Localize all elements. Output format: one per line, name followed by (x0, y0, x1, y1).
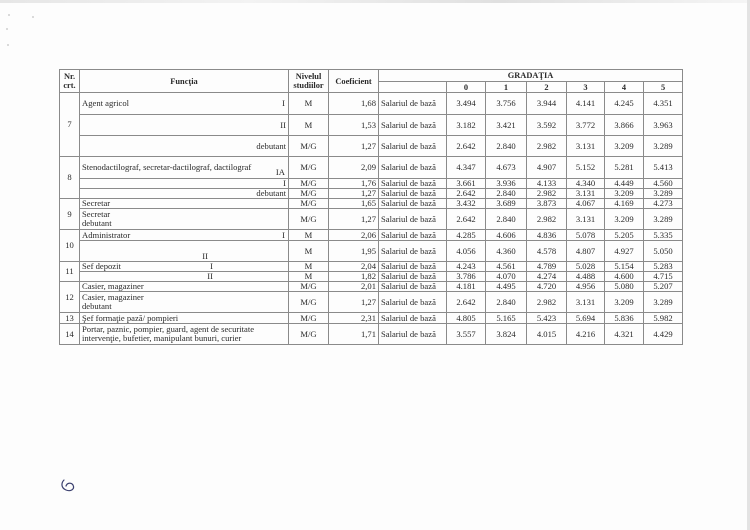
coef-cell: 2,31 (329, 313, 379, 324)
table-row (60, 209, 683, 230)
value-cell: 3.289 (644, 136, 683, 157)
header-nr: Nr. crt. (60, 70, 80, 93)
function-cell: Portar, paznic, pompier, guard, agent de securitate intervenţie, bufetier, manipulant bunuri, curier (80, 324, 289, 345)
value-cell: 4.133 (527, 179, 567, 189)
function-cell: Administrator I (80, 230, 289, 241)
value-cell: 4.285 (447, 230, 486, 241)
value-cell: 4.927 (605, 241, 644, 262)
value-cell: 3.592 (527, 115, 567, 136)
coef-cell: 1,65 (329, 199, 379, 209)
level-cell: M/G (289, 179, 329, 189)
function-cell: Secretar debutant (80, 209, 289, 230)
coef-cell: 1,53 (329, 115, 379, 136)
coef-cell: 1,27 (329, 136, 379, 157)
level-cell: M (289, 241, 329, 262)
value-cell: 3.772 (567, 115, 605, 136)
value-cell: 4.347 (447, 157, 486, 179)
salary-label: Salariul de bază (379, 230, 447, 241)
header-grade-1: 1 (486, 82, 527, 93)
value-cell: 4.216 (567, 324, 605, 345)
value-cell: 2.840 (486, 292, 527, 313)
value-cell: 4.720 (527, 282, 567, 292)
value-cell: 4.561 (486, 262, 527, 272)
scan-top-edge (0, 0, 750, 3)
value-cell: 4.141 (567, 93, 605, 115)
value-cell: 2.642 (447, 209, 486, 230)
value-cell: 2.642 (447, 189, 486, 199)
table-row (60, 272, 683, 282)
value-cell: 5.154 (605, 262, 644, 272)
value-cell: 3.824 (486, 324, 527, 345)
row-number: 11 (60, 262, 80, 282)
salary-table (59, 69, 683, 345)
coef-cell: 1,27 (329, 292, 379, 313)
value-cell: 4.449 (605, 179, 644, 189)
header-grade-3: 3 (567, 82, 605, 93)
value-cell: 3.661 (447, 179, 486, 189)
function-cell: II (80, 115, 289, 136)
coef-cell: 1,76 (329, 179, 379, 189)
row-number: 7 (60, 93, 80, 157)
coef-cell: 1,27 (329, 209, 379, 230)
level-cell: M/G (289, 324, 329, 345)
value-cell: 3.209 (605, 292, 644, 313)
value-cell: 4.805 (447, 313, 486, 324)
value-cell: 5.413 (644, 157, 683, 179)
value-cell: 4.807 (567, 241, 605, 262)
salary-label: Salariul de bază (379, 272, 447, 282)
function-cell: debutant (80, 189, 289, 199)
function-cell: Sef depozit I (80, 262, 289, 272)
level-cell: M/G (289, 189, 329, 199)
value-cell: 2.982 (527, 209, 567, 230)
value-cell: 5.283 (644, 262, 683, 272)
scan-speck (7, 44, 9, 46)
value-cell: 2.982 (527, 189, 567, 199)
value-cell: 4.274 (527, 272, 567, 282)
value-cell: 3.756 (486, 93, 527, 115)
value-cell: 3.289 (644, 189, 683, 199)
level-cell: M/G (289, 199, 329, 209)
salary-label: Salariul de bază (379, 241, 447, 262)
level-cell: M/G (289, 209, 329, 230)
value-cell: 2.642 (447, 292, 486, 313)
coef-cell: 1,68 (329, 93, 379, 115)
value-cell: 4.789 (527, 262, 567, 272)
coef-cell: 1,95 (329, 241, 379, 262)
value-cell: 5.281 (605, 157, 644, 179)
table-row (60, 115, 683, 136)
header-coeficient: Coeficient (329, 70, 379, 93)
scan-speck (8, 14, 10, 16)
salary-label: Salariul de bază (379, 313, 447, 324)
header-grade-0: 0 (447, 82, 486, 93)
coef-cell: 2,04 (329, 262, 379, 272)
value-cell: 2.642 (447, 136, 486, 157)
level-cell: M (289, 262, 329, 272)
value-cell: 4.351 (644, 93, 683, 115)
value-cell: 5.080 (605, 282, 644, 292)
salary-label: Salariul de bază (379, 136, 447, 157)
value-cell: 2.982 (527, 136, 567, 157)
table-row (60, 93, 683, 115)
header-nivel: Nivelul studiilor (289, 70, 329, 93)
value-cell: 2.840 (486, 189, 527, 199)
level-cell: M (289, 272, 329, 282)
value-cell: 4.070 (486, 272, 527, 282)
function-cell: II (80, 272, 289, 282)
value-cell: 3.421 (486, 115, 527, 136)
row-number: 14 (60, 324, 80, 345)
table-row (60, 324, 683, 345)
level-cell: M/G (289, 313, 329, 324)
function-cell: I (80, 179, 289, 189)
level-cell: M/G (289, 292, 329, 313)
value-cell: 3.873 (527, 199, 567, 209)
table-row (60, 157, 683, 179)
function-cell: Şef formaţie pază/ pompieri (80, 313, 289, 324)
value-cell: 3.289 (644, 209, 683, 230)
value-cell: 4.836 (527, 230, 567, 241)
value-cell: 4.429 (644, 324, 683, 345)
value-cell: 5.028 (567, 262, 605, 272)
salary-label: Salariul de bază (379, 292, 447, 313)
value-cell: 4.673 (486, 157, 527, 179)
function-cell: Stenodactilograf, secretar-dactilograf, dactilograf IA (80, 157, 289, 179)
salary-label: Salariul de bază (379, 93, 447, 115)
value-cell: 5.152 (567, 157, 605, 179)
salary-label: Salariul de bază (379, 199, 447, 209)
value-cell: 3.963 (644, 115, 683, 136)
table-row (60, 136, 683, 157)
value-cell: 3.182 (447, 115, 486, 136)
value-cell: 5.050 (644, 241, 683, 262)
header-grade-blank (379, 82, 447, 93)
value-cell: 3.131 (567, 189, 605, 199)
table-row (60, 262, 683, 272)
row-number: 13 (60, 313, 80, 324)
salary-label: Salariul de bază (379, 209, 447, 230)
row-number: 9 (60, 199, 80, 230)
value-cell: 4.715 (644, 272, 683, 282)
value-cell: 2.982 (527, 292, 567, 313)
value-cell: 4.488 (567, 272, 605, 282)
value-cell: 3.131 (567, 209, 605, 230)
salary-label: Salariul de bază (379, 179, 447, 189)
salary-label: Salariul de bază (379, 189, 447, 199)
value-cell: 4.273 (644, 199, 683, 209)
header-functia: Funcţia (80, 70, 289, 93)
value-cell: 3.786 (447, 272, 486, 282)
header-grade-5: 5 (644, 82, 683, 93)
value-cell: 2.840 (486, 136, 527, 157)
value-cell: 3.494 (447, 93, 486, 115)
value-cell: 4.907 (527, 157, 567, 179)
value-cell: 3.944 (527, 93, 567, 115)
value-cell: 4.560 (644, 179, 683, 189)
table-row (60, 199, 683, 209)
table-row (60, 230, 683, 241)
value-cell: 4.600 (605, 272, 644, 282)
coef-cell: 1,82 (329, 272, 379, 282)
level-cell: M (289, 93, 329, 115)
value-cell: 5.423 (527, 313, 567, 324)
value-cell: 2.840 (486, 209, 527, 230)
value-cell: 3.432 (447, 199, 486, 209)
header-grade-4: 4 (605, 82, 644, 93)
value-cell: 5.078 (567, 230, 605, 241)
salary-label: Salariul de bază (379, 157, 447, 179)
level-cell: M/G (289, 282, 329, 292)
row-number: 10 (60, 230, 80, 262)
header-grade-2: 2 (527, 82, 567, 93)
value-cell: 4.245 (605, 93, 644, 115)
coef-cell: 2,06 (329, 230, 379, 241)
value-cell: 5.207 (644, 282, 683, 292)
handwritten-page-number (58, 476, 82, 496)
salary-label: Salariul de bază (379, 282, 447, 292)
value-cell: 3.866 (605, 115, 644, 136)
level-cell: M (289, 115, 329, 136)
value-cell: 4.340 (567, 179, 605, 189)
value-cell: 5.982 (644, 313, 683, 324)
scan-speck (6, 28, 8, 30)
value-cell: 4.015 (527, 324, 567, 345)
value-cell: 4.067 (567, 199, 605, 209)
value-cell: 3.289 (644, 292, 683, 313)
value-cell: 5.694 (567, 313, 605, 324)
value-cell: 4.578 (527, 241, 567, 262)
function-cell: Agent agricol I (80, 93, 289, 115)
value-cell: 3.936 (486, 179, 527, 189)
salary-label: Salariul de bază (379, 324, 447, 345)
function-cell: Casier, magaziner (80, 282, 289, 292)
value-cell: 5.836 (605, 313, 644, 324)
level-cell: M/G (289, 136, 329, 157)
coef-cell: 2,09 (329, 157, 379, 179)
header-gradatia: GRADAŢIA (379, 70, 683, 82)
value-cell: 4.321 (605, 324, 644, 345)
function-cell: Secretar (80, 199, 289, 209)
value-cell: 4.956 (567, 282, 605, 292)
coef-cell: 1,71 (329, 324, 379, 345)
value-cell: 5.335 (644, 230, 683, 241)
function-cell: II (80, 241, 289, 262)
salary-label: Salariul de bază (379, 262, 447, 272)
value-cell: 4.056 (447, 241, 486, 262)
value-cell: 4.495 (486, 282, 527, 292)
value-cell: 3.557 (447, 324, 486, 345)
level-cell: M (289, 230, 329, 241)
value-cell: 3.209 (605, 209, 644, 230)
function-cell: Casier, magaziner debutant (80, 292, 289, 313)
table-row (60, 282, 683, 292)
scan-speck (32, 16, 34, 18)
value-cell: 4.243 (447, 262, 486, 272)
value-cell: 3.209 (605, 189, 644, 199)
value-cell: 4.169 (605, 199, 644, 209)
coef-cell: 2,01 (329, 282, 379, 292)
table-row (60, 241, 683, 262)
row-number: 12 (60, 282, 80, 313)
table-row (60, 189, 683, 199)
row-number: 8 (60, 157, 80, 199)
table-row (60, 292, 683, 313)
salary-label: Salariul de bază (379, 115, 447, 136)
value-cell: 4.606 (486, 230, 527, 241)
table-row (60, 313, 683, 324)
value-cell: 3.209 (605, 136, 644, 157)
value-cell: 4.360 (486, 241, 527, 262)
value-cell: 5.205 (605, 230, 644, 241)
value-cell: 4.181 (447, 282, 486, 292)
value-cell: 3.131 (567, 292, 605, 313)
value-cell: 3.689 (486, 199, 527, 209)
function-cell: debutant (80, 136, 289, 157)
table-row (60, 179, 683, 189)
value-cell: 5.165 (486, 313, 527, 324)
level-cell: M/G (289, 157, 329, 179)
coef-cell: 1,27 (329, 189, 379, 199)
value-cell: 3.131 (567, 136, 605, 157)
